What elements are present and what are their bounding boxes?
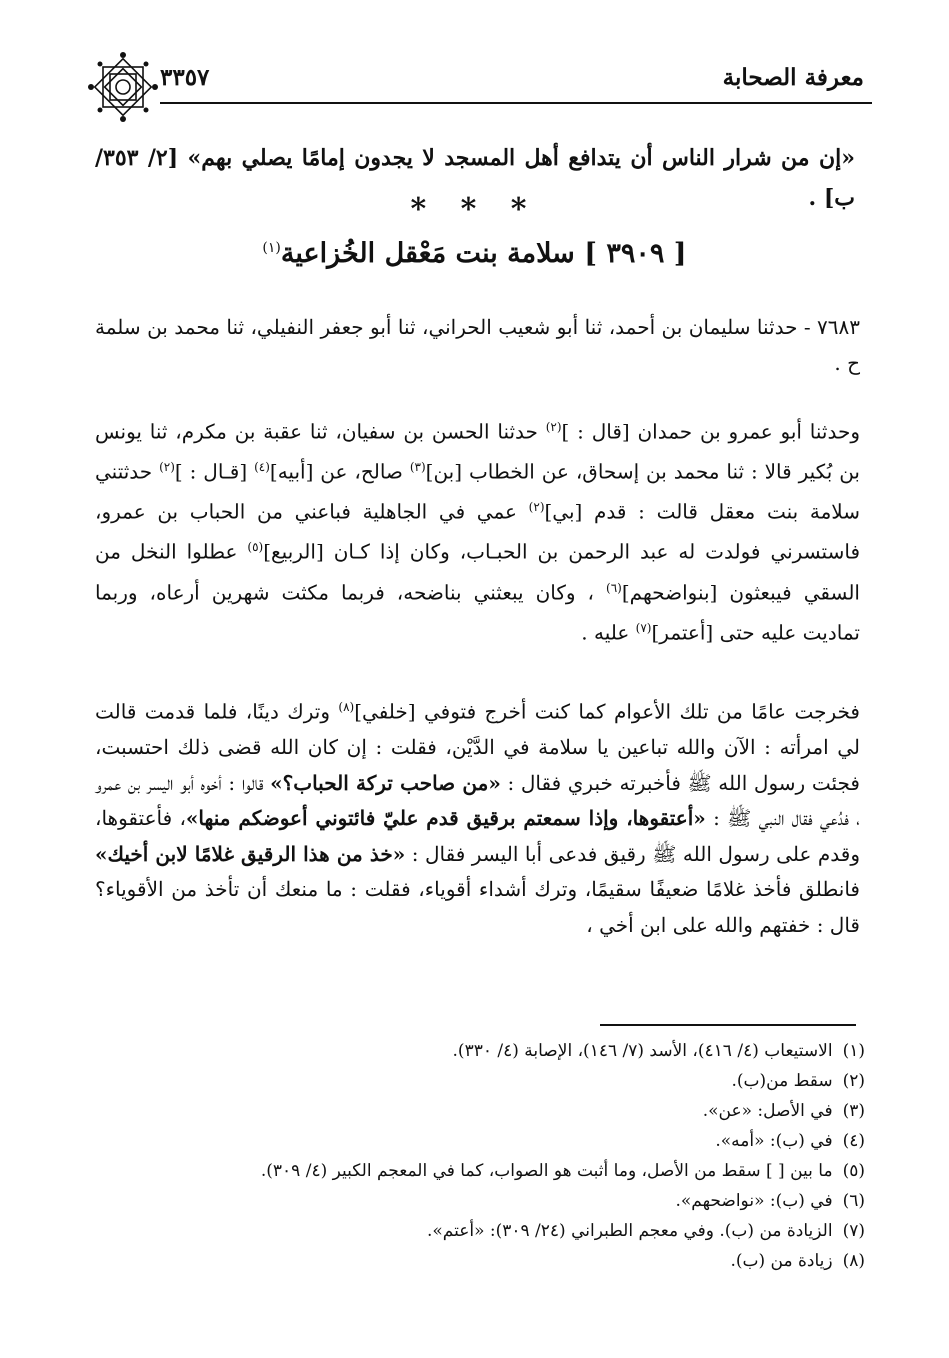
text-run: وترك دينًا، فلما قدمت قالت لي امرأته : الآن والله تباعين يا سلامة في الدَّيْن، فقلت : إن كان الله قضى ذلك احتسبت، فجئت رسول الله ﷺ فأخبرته خبري فقال : bbox=[95, 699, 860, 795]
footnote-number: (٦) bbox=[842, 1191, 865, 1211]
footnote-text: في (ب): «نواضحهم». bbox=[675, 1191, 833, 1211]
text-run: فانطلق فأخذ غلامًا ضعيفًا سقيمًا، وترك أشداء أقوياء، فقلت : ما منعك أن تأخذ من الأقوياء؟ قال : خفتهم والله على ابن أخي ، bbox=[95, 877, 860, 937]
narration-paragraph-continued bbox=[95, 690, 860, 943]
footnote-ref: (٢) bbox=[159, 460, 175, 475]
footnote-text: الزيادة من (ب). وفي معجم الطبراني (٢٤/ ٣٠٩): «أعتم». bbox=[426, 1221, 833, 1241]
text-run: قالوا : أخوه أبو اليسر بن عمرو ، فدُعي فقال النبي ﷺ : bbox=[95, 770, 861, 831]
page-header bbox=[80, 58, 872, 98]
text-run: فخرجت عامًا من تلك الأعوام كما كنت أخرج فتوفي [خلفي] bbox=[354, 699, 860, 724]
text-run: ، فأعتقوها، وقدم على رسول الله ﷺ رقيق فدعى أبا اليسر فقال : bbox=[95, 806, 860, 866]
entry-title-text: [ ٣٩٠٩ ] سلامة بنت مَعْقل الخُزاعية bbox=[280, 238, 687, 269]
footnote-number: (٧) bbox=[842, 1221, 865, 1241]
footnote-item bbox=[95, 1126, 865, 1156]
footnote-ref: (٣) bbox=[409, 460, 426, 475]
footnote-ref: (٦) bbox=[606, 580, 622, 595]
header-rule bbox=[160, 102, 872, 104]
footnote-item bbox=[95, 1156, 865, 1186]
footnote-number: (٣) bbox=[842, 1101, 865, 1121]
footnote-item bbox=[95, 1246, 865, 1276]
text-run: وحدثنا أبو عمرو بن حمدان [قال : ] bbox=[561, 419, 860, 444]
text-run: عطلوا النخل من السقي فيبعثون [بنواضحهم] bbox=[95, 540, 860, 605]
text-run: صالح، عن [أبيه] bbox=[269, 459, 410, 484]
text-run: [قـال : ] bbox=[174, 459, 255, 484]
running-title: معرفة الصحابة bbox=[722, 64, 864, 91]
footnote-ref: (٨) bbox=[338, 700, 355, 714]
footnote-text: في (ب): «أمه». bbox=[715, 1131, 833, 1151]
footnote-text: في الأصل: «عن». bbox=[702, 1101, 833, 1121]
prophet-quote: «من صاحب تركة الحباب؟» bbox=[270, 770, 501, 795]
footnote-number: (٤) bbox=[842, 1131, 865, 1151]
text-run: حدثتني سلامة بنت معقل قالت : قدم [بي] bbox=[95, 459, 861, 524]
footnote-number: (١) bbox=[842, 1041, 865, 1061]
text-run: عمي في الجاهلية فباعني من الحباب بن عمرو، فاستسرني فولدت له عبد الرحمن بن الحبـاب، وكان إذا كـان [الربيع] bbox=[95, 499, 861, 565]
footnote-text: زيادة من (ب). bbox=[730, 1251, 833, 1271]
footnote-number: (٢) bbox=[842, 1071, 865, 1091]
footnote-text: ما بين [ ] سقط من الأصل، وما أثبت هو الصواب، كما في المعجم الكبير (٤/ ٣٠٩). bbox=[260, 1161, 833, 1181]
footnote-number: (٨) bbox=[842, 1251, 865, 1271]
footnote-text: سقط من(ب). bbox=[731, 1071, 833, 1091]
footnote-item bbox=[95, 1066, 865, 1096]
footnote-text: الاستيعاب (٤/ ٤١٦)، الأسد (٧/ ١٤٦)، الإصابة (٤/ ٣٣٠). bbox=[452, 1041, 833, 1061]
footnote-item bbox=[95, 1216, 865, 1246]
section-separator: * * * bbox=[410, 192, 539, 227]
footnote-ref: (٢) bbox=[528, 500, 545, 515]
ornament-star-icon bbox=[88, 52, 158, 122]
prophet-quote: «أعتقوها، وإذا سمعتم برقيق قدم عليّ فائتوني أعوضكم منها» bbox=[185, 806, 706, 831]
quote-line: «إن من شرار الناس أن يتدافع أهل المسجد لا يجدون إمامًا يصلي بهم» [٢/ ٣٥٣/ ب] . bbox=[95, 145, 855, 211]
prophet-quote: «خذ من هذا الرقيق غلامًا لابن أخيك» bbox=[95, 841, 406, 866]
entry-title-footnote-ref: (١) bbox=[262, 240, 281, 256]
text-run: عليه . bbox=[581, 620, 636, 645]
footnote-ref: (٢) bbox=[545, 420, 562, 434]
footnote-item bbox=[95, 1186, 865, 1216]
entry-title bbox=[0, 238, 949, 269]
footnote-item bbox=[95, 1096, 865, 1126]
text-run: حدثنا الحسن بن سفيان، ثنا عقبة بن مكرم، ثنا يونس بن بُكير قالا : ثنا محمد بن إسحاق، عن الخطاب [بن] bbox=[95, 419, 860, 484]
footnote-ref: (٥) bbox=[247, 540, 264, 555]
footnote-rule bbox=[600, 1024, 856, 1026]
narration-paragraph bbox=[95, 410, 860, 651]
text-run: ، وكان يبعثني بناضحه، فربما مكثت شهرين أرعاه، وربما تماديت عليه حتى [أعتمر] bbox=[95, 580, 860, 645]
footnotes-list bbox=[95, 1036, 865, 1276]
footnote-item bbox=[95, 1036, 865, 1066]
footnote-ref: (٧) bbox=[635, 620, 652, 635]
hadith-isnad-paragraph: ٧٦٨٣ - حدثنا سليمان بن أحمد، ثنا أبو شعيب الحراني، ثنا أبو جعفر النفيلي، ثنا محمد بن سلمة ح . bbox=[95, 315, 860, 375]
footnote-ref: (٤) bbox=[254, 460, 270, 475]
page-number: ٣٣٥٧ bbox=[160, 64, 210, 91]
footnote-number: (٥) bbox=[842, 1161, 865, 1181]
